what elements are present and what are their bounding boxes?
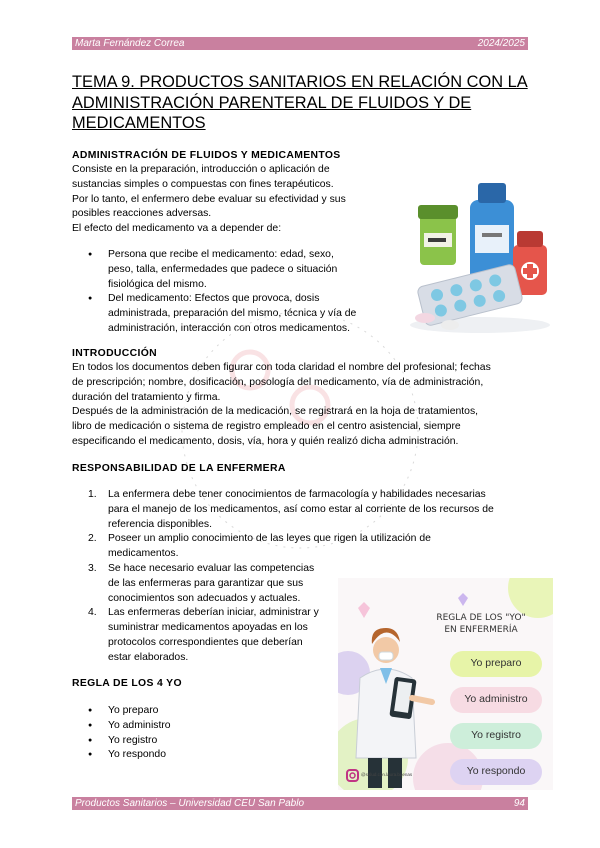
text-line: conocimientos son adecuados y actuales. [108,592,301,604]
footer-band [72,797,528,810]
pill-label: Yo registro [471,729,521,741]
text-line: de prescripción; nombre, dosificación, posología del medicamento, vía de administración, [72,376,484,388]
text-line: La enfermera debe tener conocimientos de farmacología y habilidades necesarias [108,489,486,500]
text-line: duración del tratamiento y firma. [72,391,221,403]
item-number: 4. [88,607,97,619]
footer-course: Productos Sanitarios – Universidad CEU San Pablo [75,798,305,809]
author-name: Marta Fernández Correa [75,38,185,49]
text-line: peso, talla, enfermedades que padece o situación [108,263,338,275]
text-line: posibles reacciones adversas. [72,208,212,220]
text-line: ● Persona que recibe el medicamento: edad, sexo, [108,249,334,260]
text-line: estar elaborados. [108,651,189,663]
pill-label: Yo respondo [466,765,526,777]
text-line: especificando el medicamento, dosis, vía, hora y quién realizó dicha administración. [72,435,459,447]
section-heading-rule: REGLA DE LOS 4 YO [72,678,182,689]
intro-paragraph [72,361,532,450]
list-item [72,488,532,532]
text-line: Por lo tanto, el enfermero debe evaluar su efectividad y sus [72,193,346,205]
text-line: fisiológica del mismo. [108,278,207,290]
admin-bullet-list [72,248,392,337]
list-item: ● Yo registro [72,734,272,749]
section-heading-responsibility: RESPONSABILIDAD DE LA ENFERMERA [72,463,286,474]
page-number: 94 [513,798,525,809]
text-line: protocolos correspondientes que deberían [108,636,303,648]
text-line: referencia disponibles. [108,518,212,530]
item-number: 1. [88,489,97,500]
page-title: TEMA 9. PRODUCTOS SANITARIOS EN RELACIÓN CON LA ADMINISTRACIÓN PARENTERAL DE FLUIDOS Y DE MEDICAMENTOS [72,73,528,132]
text-line: suministrar medicamentos apoyadas en los [108,622,308,634]
text-line: Las enfermeras deberían iniciar, administrar y [108,607,319,619]
rule-bullet-list [72,704,272,763]
text-line: administrada, preparación del mismo, técnica y vía de [108,308,357,320]
text-line: administración, interacción con otros medicamentos. [108,322,350,334]
list-item: ● Yo respondo [72,748,272,763]
list-item [72,292,392,336]
header-band [72,37,528,50]
text-line: Se hace necesario evaluar las competencias [108,562,315,574]
list-item: ● Yo preparo [72,704,272,719]
infographic-title-line: EN ENFERMERÍA [444,625,518,635]
list-item [72,532,532,562]
text-line: En todos los documentos deben figurar con toda claridad el nombre del profesional; fechas [72,362,491,373]
pill-label: Yo preparo [470,657,522,669]
text-line: de las enfermeras para garantizar que sus [108,577,304,589]
text-line: sustancias simples o compuestas con fines terapéuticos. [72,178,334,190]
infographic-title-line: REGLA DE LOS "YO" [436,613,526,623]
text-line: ● Del medicamento: Efectos que provoca, dosis [108,293,320,305]
nurse-infographic [338,578,553,790]
pill-label: Yo administro [464,693,528,705]
instagram-handle: @salud.con.laura.buenas [361,772,413,777]
text-line: medicamentos. [108,548,179,560]
admin-paragraph [72,163,346,237]
list-item: ● Yo administro [72,719,272,734]
text-line: para el manejo de los medicamentos, así como estar al corriente de los recursos de [108,503,494,515]
text-line: Poseer un amplio conocimiento de las leyes que rigen la utilización de [108,533,431,545]
medicine-illustration [400,175,560,340]
item-number: 2. [88,533,97,545]
section-heading-admin: ADMINISTRACIÓN DE FLUIDOS Y MEDICAMENTOS [72,150,341,161]
text-line: El efecto del medicamento va a depender de: [72,223,282,235]
text-line: Después de la administración de la medicación, se registrará en la hoja de tratamientos, [72,406,479,418]
infographic-title [416,612,546,636]
academic-year: 2024/2025 [477,38,525,49]
text-line: libro de medicación o sistema de registro empleado en el centro asistencial, siempre [72,421,461,433]
item-number: 3. [88,562,97,574]
list-item [72,248,392,292]
text-line: Consiste en la preparación, introducción o aplicación de [72,164,330,175]
section-heading-intro: INTRODUCCIÓN [72,348,158,359]
